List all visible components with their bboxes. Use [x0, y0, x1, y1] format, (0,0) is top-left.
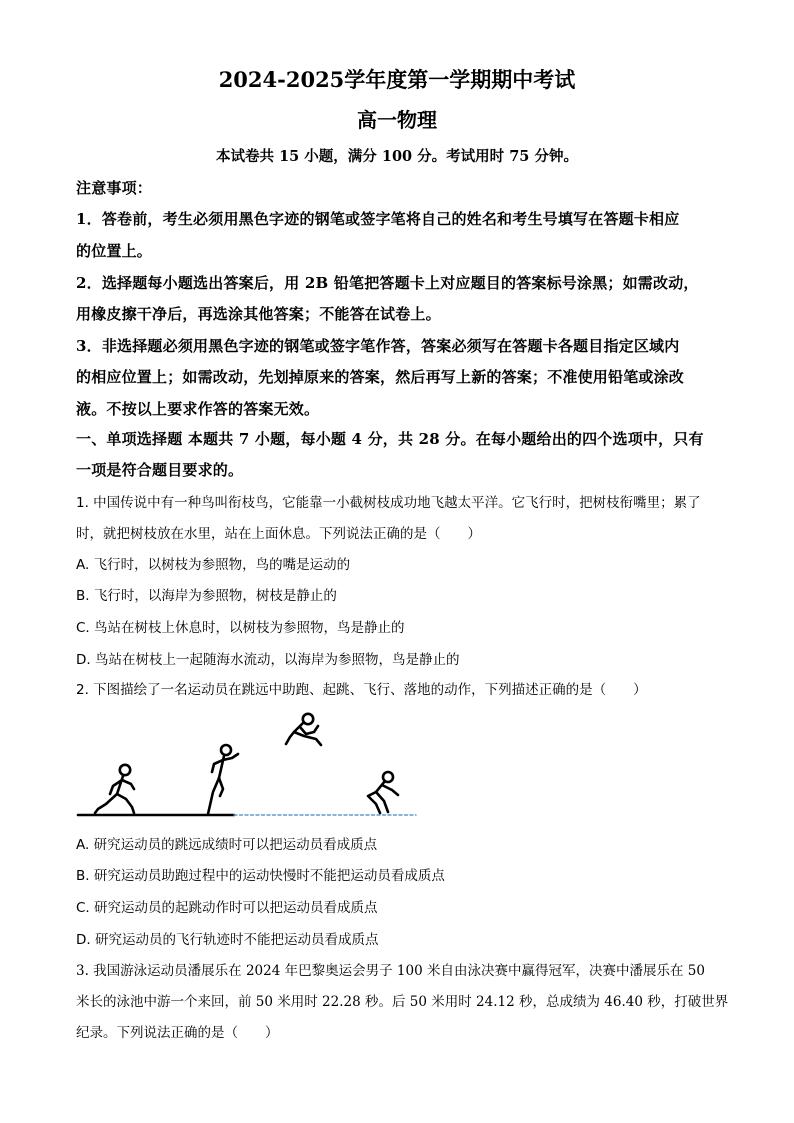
question-2-option-a: A. 研究运动员的跳远成绩时可以把运动员看成质点	[76, 837, 378, 853]
exam-info: 本试卷共 15 小题，满分 100 分。考试用时 75 分钟。	[216, 148, 578, 165]
long-jump-figure	[76, 706, 426, 822]
notice-item-2-line-1: 2．选择题每小题选出答案后，用 2B 铅笔把答题卡上对应题目的答案标号涂黑；如需改动，	[76, 274, 699, 292]
athlete-flight-figure	[286, 714, 321, 745]
notice-item-1-line-1: 1．答卷前，考生必须用黑色字迹的钢笔或签字笔将自己的姓名和考生号填写在答题卡相应	[76, 210, 680, 228]
question-2-option-b: B. 研究运动员助跑过程中的运动快慢时不能把运动员看成质点	[76, 868, 445, 884]
section-1-heading-line-2: 一项是符合题目要求的。	[76, 461, 244, 479]
question-2-option-d: D. 研究运动员的飞行轨迹时不能把运动员看成质点	[76, 932, 379, 948]
notice-item-3-line-1: 3．非选择题必须用黑色字迹的钢笔或签字笔作答，答案必须写在答题卡各题目指定区域内	[76, 337, 680, 355]
notice-item-1-line-2: 的位置上。	[76, 242, 153, 260]
question-1-option-c: C. 鸟站在树枝上休息时，以树枝为参照物，鸟是静止的	[76, 620, 405, 636]
question-2-stem: 2. 下图描绘了一名运动员在跳远中助跑、起跳、飞行、落地的动作，下列描述正确的是（ ）	[76, 682, 647, 698]
question-1-option-b: B. 飞行时，以海岸为参照物，树枝是静止的	[76, 588, 337, 604]
exam-title: 2024-2025学年度第一学期期中考试	[218, 67, 576, 92]
athlete-run-figure	[95, 765, 134, 813]
question-2-option-c: C. 研究运动员的起跳动作时可以把运动员看成质点	[76, 900, 378, 916]
question-1-stem-line-1: 1. 中国传说中有一种鸟叫衔枝鸟，它能靠一小截树枝成功地飞越太平洋。它飞行时，把树枝衔嘴里；累了	[76, 495, 701, 511]
question-3-stem-line-3: 纪录。下列说法正确的是（ ）	[76, 1025, 279, 1041]
question-1-option-d: D. 鸟站在树枝上一起随海水流动，以海岸为参照物，鸟是静止的	[76, 652, 460, 668]
question-1-option-a: A. 飞行时，以树枝为参照物，鸟的嘴是运动的	[76, 557, 351, 573]
question-1-stem-line-2: 时，就把树枝放在水里，站在上面休息。下列说法正确的是（ ）	[76, 526, 481, 542]
exam-subject: 高一物理	[357, 108, 437, 132]
notice-item-2-line-2: 用橡皮擦干净后，再选涂其他答案；不能答在试卷上。	[76, 305, 441, 323]
question-3-stem-line-2: 米长的泳池中游一个来回，前 50 米用时 22.28 秒。后 50 米用时 24.12 秒，总成绩为 46.40 秒，打破世界	[76, 994, 729, 1010]
notice-item-3-line-2: 的相应位置上；如需改动，先划掉原来的答案，然后再写上新的答案；不准使用铅笔或涂改	[76, 368, 685, 386]
athlete-takeoff-figure	[208, 745, 238, 814]
notice-item-3-line-3: 液。不按以上要求作答的答案无效。	[76, 400, 320, 418]
question-3-stem-line-1: 3. 我国游泳运动员潘展乐在 2024 年巴黎奥运会男子 100 米自由泳决赛中赢得冠军，决赛中潘展乐在 50	[76, 963, 705, 979]
notice-heading: 注意事项：	[76, 179, 153, 197]
athlete-landing-figure	[368, 772, 398, 813]
section-1-heading-line-1: 一、单项选择题 本题共 7 小题，每小题 4 分，共 28 分。在每小题给出的四个选项中，只有	[76, 430, 704, 448]
